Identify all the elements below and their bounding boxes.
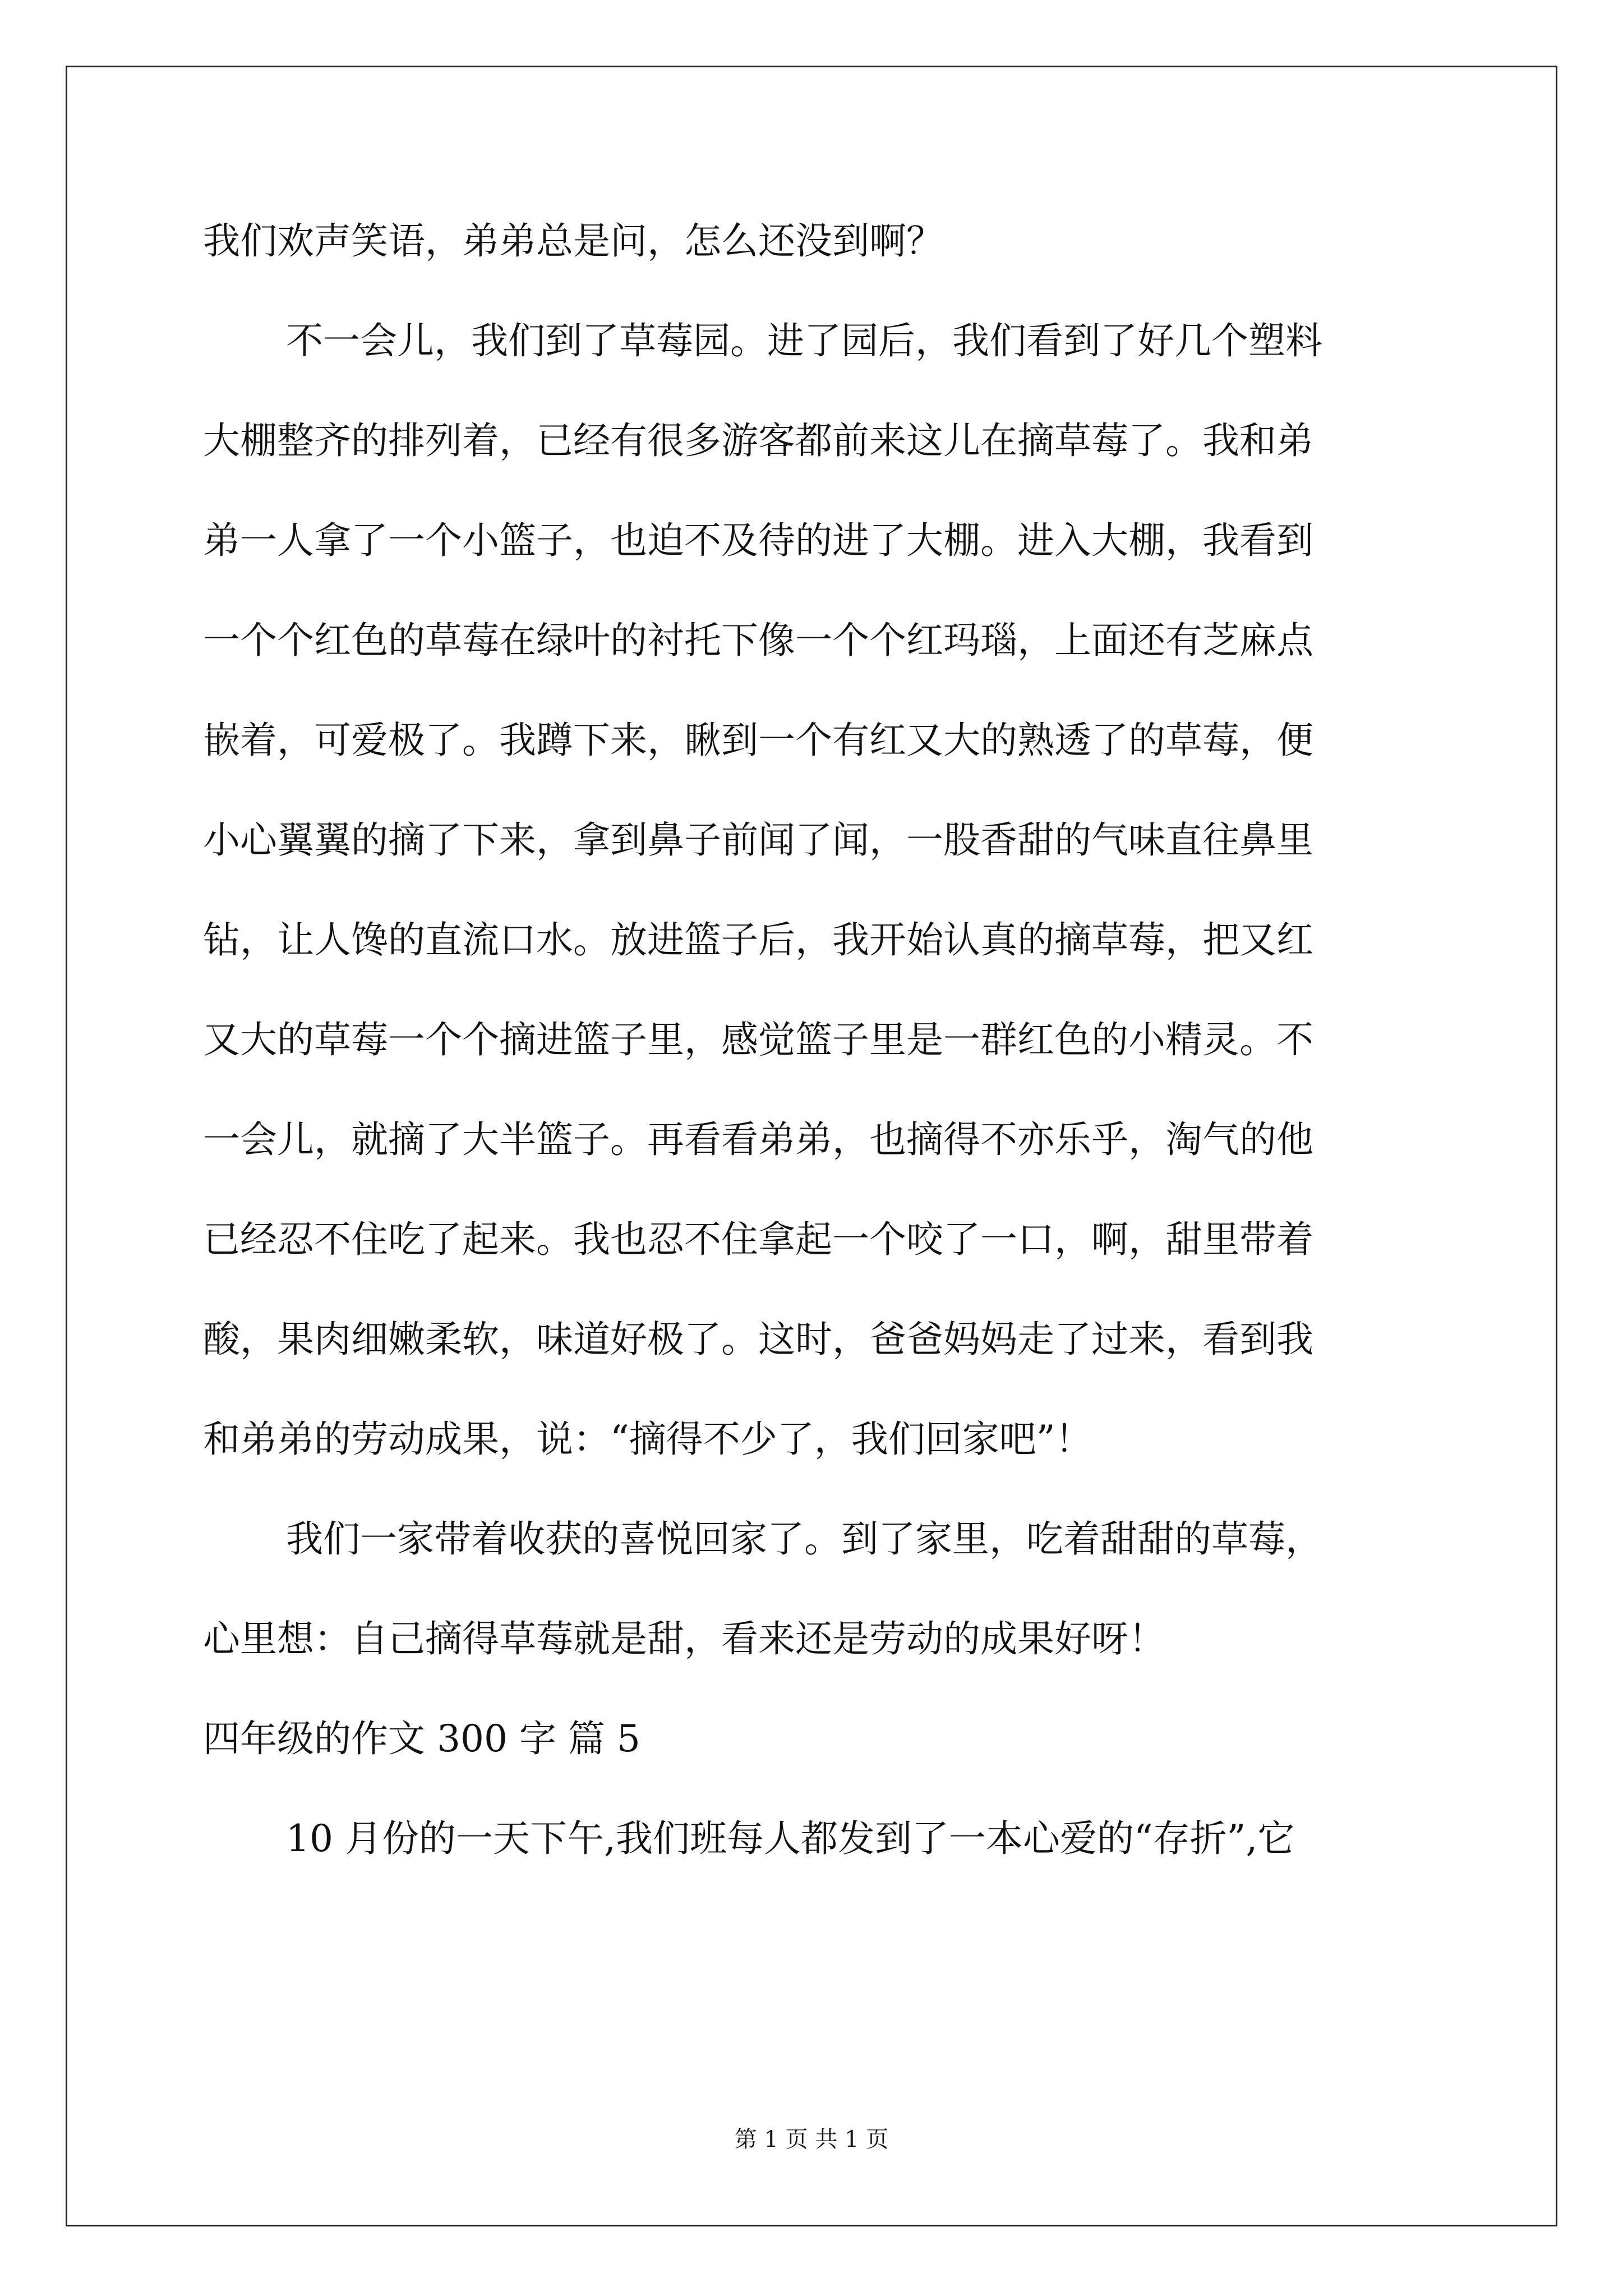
section-heading: 四年级的作文 300 字 篇 5 xyxy=(203,1717,640,1760)
text-line: 小心翼翼的摘了下来，拿到鼻子前闻了闻，一股香甜的气味直往鼻里 xyxy=(203,818,1313,862)
text-line: 大棚整齐的排列着，已经有很多游客都前来这儿在摘草莓了。我和弟 xyxy=(203,419,1313,462)
paragraph-first-line: 不一会儿，我们到了草莓园。进了园后，我们看到了好几个塑料 xyxy=(286,319,1322,362)
paragraph-first-line: 我们一家带着收获的喜悦回家了。到了家里，吃着甜甜的草莓， xyxy=(286,1517,1322,1561)
text-line: 酸，果肉细嫩柔软，味道好极了。这时，爸爸妈妈走了过来，看到我 xyxy=(203,1318,1313,1361)
text-line: 心里想：自己摘得草莓就是甜，看来还是劳动的成果好呀！ xyxy=(203,1617,1165,1660)
page-footer: 第 1 页 共 1 页 xyxy=(734,2127,889,2152)
text-line: 我们欢声笑语，弟弟总是问，怎么还没到啊？ xyxy=(203,219,943,263)
text-line: 钻，让人馋的直流口水。放进篮子后，我开始认真的摘草莓，把又红 xyxy=(203,918,1313,961)
text-line: 一个个红色的草莓在绿叶的衬托下像一个个红玛瑙，上面还有芝麻点 xyxy=(203,619,1313,662)
text-line: 一会儿，就摘了大半篮子。再看看弟弟，也摘得不亦乐乎，淘气的他 xyxy=(203,1118,1313,1161)
paragraph-first-line: 10 月份的一天下午,我们班每人都发到了一本心爱的“存折”,它 xyxy=(286,1817,1295,1860)
text-line: 已经忍不住吃了起来。我也忍不住拿起一个咬了一口，啊，甜里带着 xyxy=(203,1218,1313,1261)
text-line: 又大的草莓一个个摘进篮子里，感觉篮子里是一群红色的小精灵。不 xyxy=(203,1018,1313,1061)
text-line: 嵌着，可爱极了。我蹲下来，瞅到一个有红又大的熟透了的草莓，便 xyxy=(203,719,1313,762)
text-line: 弟一人拿了一个小篮子，也迫不及待的进了大棚。进入大棚，我看到 xyxy=(203,519,1313,562)
text-line: 和弟弟的劳动成果，说：“摘得不少了，我们回家吧”！ xyxy=(203,1418,1092,1461)
